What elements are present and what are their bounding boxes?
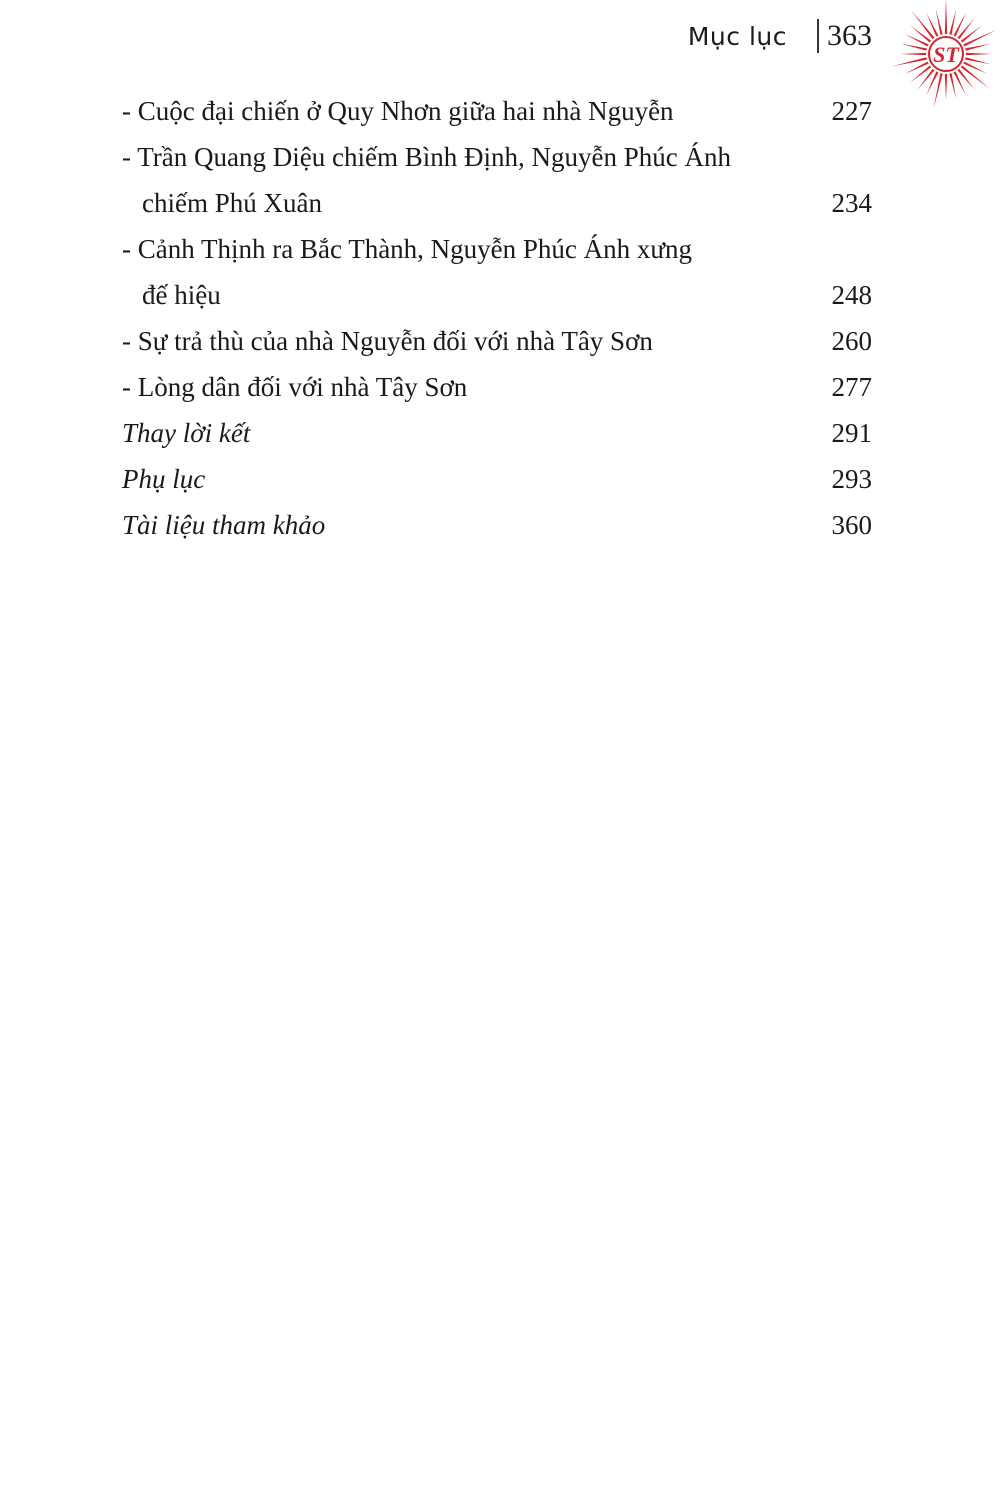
toc-entry-title: - Cuộc đại chiến ở Quy Nhơn giữa hai nhà Nguyễn (122, 96, 674, 126)
toc-entry (122, 134, 872, 180)
toc-entry-title: đế hiệu (142, 280, 221, 310)
toc-entry-title: - Cảnh Thịnh ra Bắc Thành, Nguyễn Phúc Ánh xưng (122, 234, 693, 264)
toc-entry-title: - Sự trả thù của nhà Nguyễn đối với nhà Tây Sơn (122, 326, 653, 356)
logo-ray (964, 53, 992, 56)
toc-entry (122, 410, 872, 456)
section-title: Mục lục (687, 21, 787, 51)
logo-ray (949, 71, 956, 99)
toc-entry-page: 277 (831, 372, 872, 402)
toc-entry-continuation (122, 180, 872, 226)
toc-entry-title: - Trần Quang Diệu chiếm Bình Định, Nguyễn Phúc Ánh (122, 142, 731, 172)
toc-entry-title: Thay lời kết (122, 418, 251, 448)
logo-ray (900, 53, 928, 56)
running-header (688, 14, 872, 58)
toc-entry-page: 360 (831, 510, 872, 540)
toc-entry-page: 260 (831, 326, 872, 356)
toc-entry (122, 456, 872, 502)
logo-ray (936, 9, 943, 37)
logo-ray (962, 30, 997, 48)
toc-entry-page: 227 (831, 96, 872, 126)
logo-ray (945, 0, 948, 36)
toc-entry-title: Phụ lục (122, 464, 206, 494)
svg-text:ST: ST (933, 42, 959, 67)
toc-entry-page: 293 (831, 464, 872, 494)
toc-entry (122, 502, 872, 548)
toc-entry (122, 88, 872, 134)
toc-entry (122, 318, 872, 364)
header-divider (817, 19, 819, 53)
toc-entry-page: 248 (831, 280, 872, 310)
logo-ray (963, 57, 991, 64)
toc-entry-continuation (122, 272, 872, 318)
table-of-contents (122, 88, 872, 548)
toc-entry (122, 226, 872, 272)
publisher-logo (888, 0, 1000, 112)
logo-ray (945, 72, 948, 100)
logo-ray (901, 44, 929, 51)
toc-entry-page: 291 (831, 418, 872, 448)
toc-entry-title: Tài liệu tham khảo (122, 510, 326, 540)
logo-ray (949, 9, 956, 37)
toc-entry-title: chiếm Phú Xuân (142, 188, 322, 218)
toc-entry-title: - Lòng dân đối với nhà Tây Sơn (122, 372, 468, 402)
toc-entry (122, 364, 872, 410)
toc-entry-page: 234 (831, 188, 872, 218)
page-number: 363 (827, 19, 872, 52)
